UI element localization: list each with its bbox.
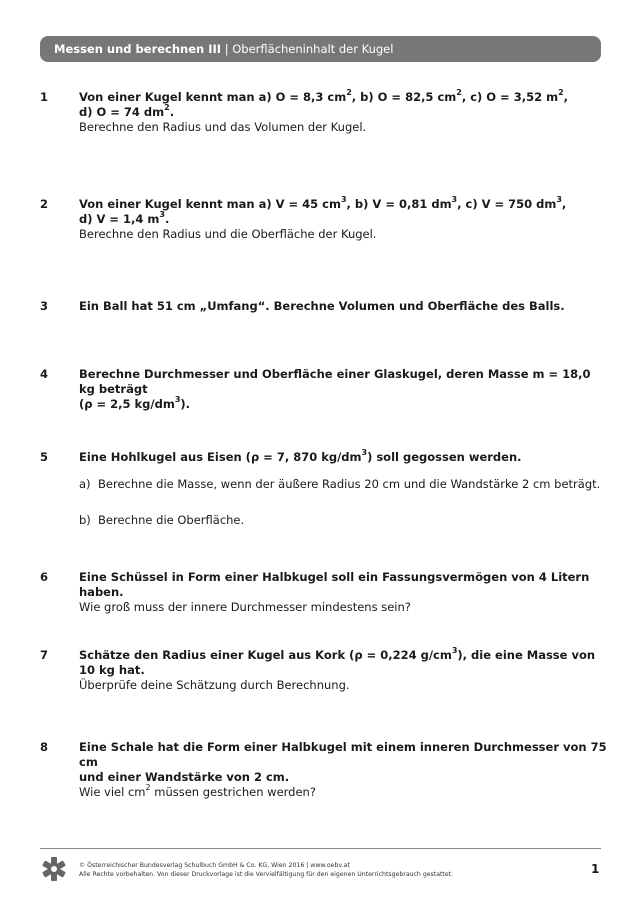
header-separator: | [221, 42, 233, 56]
footer-divider [40, 848, 601, 849]
subtask-text: Berechne die Oberfläche. [98, 513, 245, 527]
task-question-line2: und einer Wandstärke von 2 cm. [79, 770, 290, 784]
task-question: Eine Schale hat die Form einer Halbkugel mit einem inneren Durchmesser von 75 cm [79, 740, 607, 769]
footer-copyright [79, 861, 453, 879]
task-question: Eine Schüssel in Form einer Halbkugel soll ein Fassungsvermögen von 4 Litern haben. [79, 570, 590, 599]
task-instruction: Berechne den Radius und die Oberfläche der Kugel. [79, 227, 377, 241]
task-question: Schätze den Radius einer Kugel aus Kork (ρ = 0,224 $g/cm^3$), die eine Masse von [79, 646, 596, 662]
subtask-b [79, 513, 610, 528]
task-question: Von einer Kugel kennt man a) O = 8,3 $cm^2$, b) O = 82,5 $cm^2$, c) O = 3,52 $m^2$, [79, 88, 569, 104]
task-5 [40, 450, 610, 528]
footer-line-2: Alle Rechte vorbehalten. Von dieser Druckvorlage ist die Vervielfältigung für den eigenen Unterrichtsgebrauch gestattet. [79, 871, 454, 878]
task-number: 6 [40, 570, 49, 584]
task-question: Eine Hohlkugel aus Eisen (ρ = 7, 870 $kg/dm^3$) soll gegossen werden. [79, 448, 522, 464]
task-4 [40, 367, 610, 412]
page-number: 1 [591, 862, 600, 876]
task-3 [40, 299, 610, 314]
task-number: 5 [40, 450, 49, 464]
publisher-logo-icon [40, 855, 68, 883]
task-instruction: Wie viel $cm^2$ müssen gestrichen werden? [79, 783, 316, 799]
task-instruction: Berechne den Radius und das Volumen der Kugel. [79, 120, 367, 134]
task-2 [40, 197, 610, 242]
task-number: 4 [40, 367, 49, 381]
page-header [40, 36, 601, 62]
task-question-line2: 10 kg hat. [79, 663, 145, 677]
task-instruction: Überprüfe deine Schätzung durch Berechnung. [79, 678, 350, 692]
task-instruction: Wie groß muss der innere Durchmesser mindestens sein? [79, 600, 411, 614]
footer-line-1: © Österreichischer Bundesverlag Schulbuch GmbH & Co. KG, Wien 2016 | www.oebv.at [79, 862, 350, 869]
task-6 [40, 570, 610, 615]
task-number: 1 [40, 90, 49, 104]
task-question: Ein Ball hat 51 cm „Umfang“. Berechne Volumen und Oberfläche des Balls. [79, 299, 565, 313]
task-question: Berechne Durchmesser und Oberfläche einer Glaskugel, deren Masse m = 18,0 kg beträgt [79, 367, 591, 396]
subtask-label: b) [79, 513, 91, 527]
task-number: 2 [40, 197, 49, 211]
header-title-bold: Messen und berechnen III [54, 42, 222, 56]
task-8 [40, 740, 610, 800]
task-number: 3 [40, 299, 49, 313]
task-1 [40, 90, 610, 135]
task-number: 8 [40, 740, 49, 754]
task-question-line2: d) O = 74 $dm^2$. [79, 103, 175, 119]
subtask-a [79, 477, 610, 492]
task-7 [40, 648, 610, 693]
header-title-rest: Oberflächeninhalt der Kugel [232, 42, 394, 56]
task-question: Von einer Kugel kennt man a) V = 45 $cm^3$, b) V = 0,81 $dm^3$, c) V = 750 $dm^3$, [79, 195, 567, 211]
subtask-label: a) [79, 477, 91, 491]
subtask-text: Berechne die Masse, wenn der äußere Radius 20 cm und die Wandstärke 2 cm beträgt. [98, 477, 601, 491]
task-number: 7 [40, 648, 49, 662]
task-question-line2: d) V = 1,4 $m^3$. [79, 210, 170, 226]
task-question-line2: (ρ = 2,5 $kg/dm^3$). [79, 395, 191, 411]
